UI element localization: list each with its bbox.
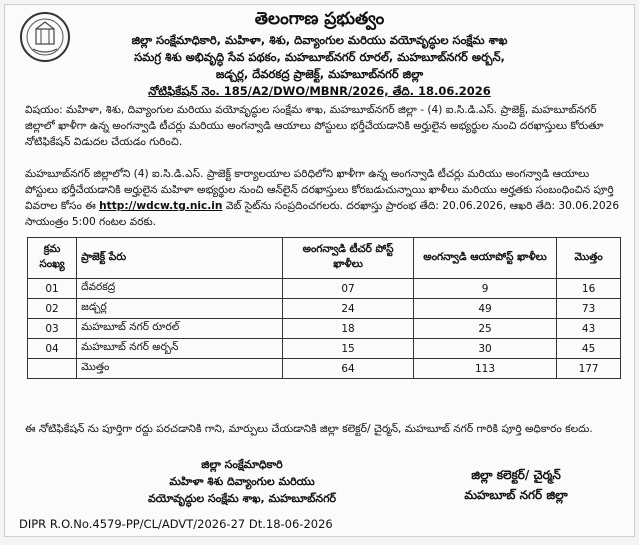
subject-paragraph: విషయం: మహిళా, శిశు, దివ్యాంగుల మరియు వయోవృద్ధుల సంక్షేమ శాఖ, మహబూబ్‌నగర్ జిల్లా - (4) ఐ.సి.డి.ఎస్. ప్రాజెక్ట్, మహబూబ్‌నగర్ జిల్లాలో ఖాళీగా ఉన్న అంగన్వాడి టీచర్లు మరియు అంగన్వాడి ఆయాలు పోస్టులు భర్తీచేయడానికి అర్హులైన అభ్యర్థుల నుంచి దరఖాస్తులు కోరుతూ నోటిఫికేషన్ విడుదల చేయడం గురించి. [25,104,604,148]
header-sno: క్రమ సంఖ్య [28,238,77,279]
welfare-officer-signature [97,456,387,507]
projects-line: జడ్చర్ల, దేవరకద్ర ప్రాజెక్ట్, మహబూబ్‌నగర్ జిల్లా [215,67,424,81]
notification-number: నోటిఫికేషన్ నెం. 185/A2/DWO/MBNR/2026, తేది. 18.06.2026 [148,84,491,98]
cell-total: 16 [557,279,621,299]
cell-project: జడ్చర్ల [77,299,283,319]
signature-left-line: మహిళా శిశు దివ్యాంగుల మరియు [169,475,315,488]
dipr-reference: DIPR R.O.No.4579-PP/CL/ADVT/2026-27 Dt.18-06-2026 [19,517,333,531]
table-row [28,279,621,299]
cell-ayah: 9 [413,279,556,299]
details-text: మహబూబ్‌నగర్ జిల్లాలోని (4) ఐ.సి.డి.ఎస్. ప్రాజెక్ట్ కార్యాలయాల పరిధిలోని ఖాళీగా ఉన్న అంగన్వాడి టీచర్లు మరియు అంగన్వాడి ఆయాలు పోస్టులు భర్తీచేయడానికి అర్హులైన మహిళా అభ్యర్థుల నుంచి ఆన్‌లైన్ దరఖాస్తులు కోరబడుచున్నాయి ఖాళీలు మరియు అర్హతకు సంబంధించిన పూర్తి వివరాల కోసం ఈ [25,168,614,212]
dates-text: వెబ్ సైట్‌ను సంప్రదించగలరు. దరఖాస్తు ప్రారంభ తేది: 20.06.2026, ఆఖరి తేది: 30.06.2026 సాయంత్రం 5:00 గంటల వరకు. [25,200,620,228]
department-line: జిల్లా సంక్షేమాధికారి, మహిళా, శిశు, దివ్యాంగుల మరియు వయోవృద్ధుల సంక్షేమ శాఖ [131,33,508,47]
cell-grand-total: 177 [557,359,621,379]
cell-sno: 04 [28,339,77,359]
header-ayah: అంగన్వాడి ఆయాపోస్ట్ ఖాళీలు [413,238,556,279]
cell-project: మహబూబ్ నగర్ అర్బన్ [77,339,283,359]
header-total: మొత్తం [557,238,621,279]
cell-total: 43 [557,319,621,339]
table-row [28,299,621,319]
cell-total: 73 [557,299,621,319]
table-total-row [28,359,621,379]
cell-ayah-total: 113 [413,359,556,379]
cell-teacher: 07 [283,279,414,299]
website-link[interactable]: http://wdcw.tg.nic.in [99,200,223,212]
cell-total-label: మొత్తం [77,359,283,379]
cell-teacher-total: 64 [283,359,414,379]
vacancy-table [27,237,621,379]
cell-sno: 02 [28,299,77,319]
cell-ayah: 30 [413,339,556,359]
header-project: ప్రాజెక్ట్ పేరు [77,238,283,279]
government-title: తెలంగాణ ప్రభుత్వం [254,9,385,29]
signature-right-line: మహబూబ్ నగర్ జిల్లా [464,488,568,502]
cell-teacher: 18 [283,319,414,339]
cell-sno-empty [28,359,77,379]
table-row [28,339,621,359]
cell-teacher: 24 [283,299,414,319]
details-paragraph [25,166,620,230]
cell-ayah: 25 [413,319,556,339]
cell-sno: 01 [28,279,77,299]
signature-left-line: జిల్లా సంక్షేమాధికారి [201,458,283,471]
cancellation-note: ఈ నోటిఫికేషన్ ను పూర్తిగా రద్దు పరచడానికి గాని, మార్పులు చేయడానికి జిల్లా కలెక్టర్/ చైర్మన్, మహబూబ్ నగర్ గారికి పూర్తి అధికారం కలదు. [25,423,593,435]
scheme-line: సమగ్ర శిశు అభివృద్ధి సేవ పథకం, మహబూబ్‌నగర్ రూరల్, మహబూబ్‌నగర్ అర్బన్, [134,50,505,64]
notification-page [4,4,635,537]
table-row [28,319,621,339]
cell-total: 45 [557,339,621,359]
cell-sno: 03 [28,319,77,339]
signature-right-line: జిల్లా కలెక్టర్/ చైర్మన్ [471,468,561,482]
cell-project: దేవరకద్ర [77,279,283,299]
cell-project: మహబూబ్ నగర్ రూరల్ [77,319,283,339]
table-header-row [28,238,621,279]
collector-signature [441,465,591,505]
cell-ayah: 49 [413,299,556,319]
signature-left-line: వయోవృద్ధుల సంక్షేమ శాఖ, మహబూబ్‌నగర్ [147,492,337,505]
cell-teacher: 15 [283,339,414,359]
header-teacher: అంగన్వాడి టీచర్ పోస్ట్ ఖాళీలు [283,238,414,279]
